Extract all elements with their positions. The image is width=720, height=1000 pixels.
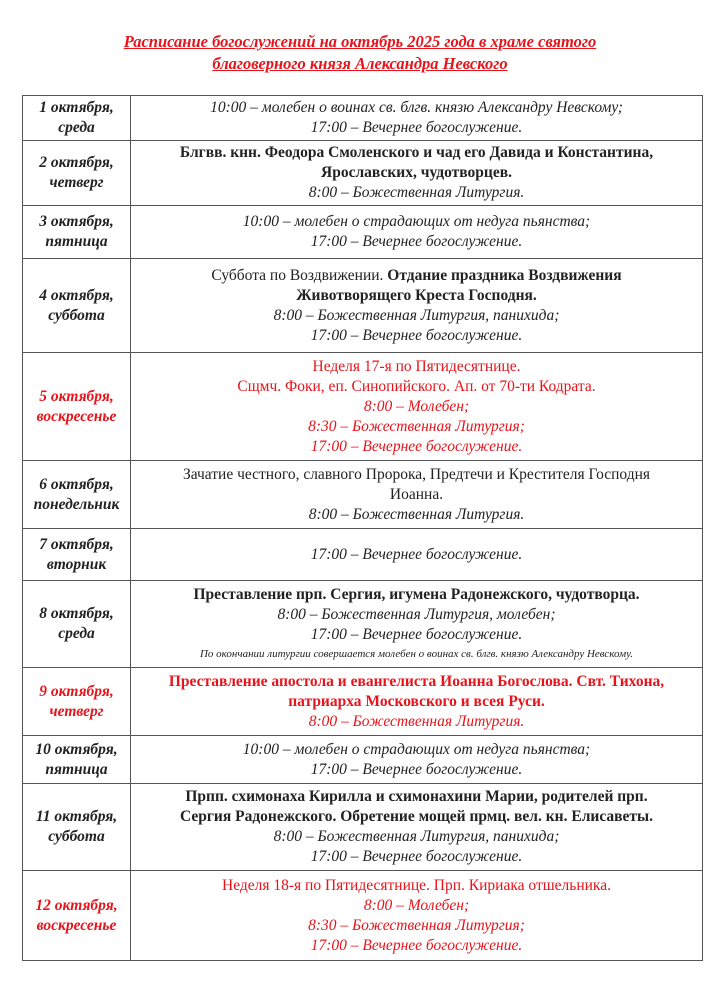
service-line <box>135 625 698 645</box>
service-time: 17:00 – Вечернее богослужение. <box>310 545 523 563</box>
service-line <box>135 605 698 625</box>
services-cell <box>131 461 703 529</box>
service-line <box>135 212 698 232</box>
service-line <box>135 876 698 896</box>
services-cell <box>131 141 703 206</box>
schedule-row <box>23 353 703 461</box>
weekday: четверг <box>49 702 104 720</box>
service-line <box>135 645 698 663</box>
service-line <box>135 692 698 712</box>
schedule-row <box>23 529 703 581</box>
service-time: 8:00 – Молебен; <box>363 397 470 415</box>
service-line <box>135 585 698 605</box>
schedule-row <box>23 461 703 529</box>
service-line <box>135 787 698 807</box>
date: 2 октября, <box>39 154 114 171</box>
weekday: четверг <box>49 174 104 191</box>
services-cell <box>131 668 703 736</box>
service-time: 17:00 – Вечернее богослужение. <box>310 760 523 778</box>
feast-name: патриарха Московского и всея Руси. <box>288 692 545 710</box>
date: 12 октября, <box>35 896 118 914</box>
weekday: среда <box>58 119 95 136</box>
service-line <box>135 232 698 252</box>
date-cell <box>23 206 131 259</box>
services-cell <box>131 529 703 581</box>
date: 8 октября, <box>39 605 114 622</box>
service-time: 10:00 – молебен о воинах св. блгв. князю Александру Невскому; <box>210 99 623 116</box>
feast-name: Блгвв. кнн. Феодора Смоленского и чад его Давида и Константина, <box>179 144 654 161</box>
service-line <box>135 485 698 505</box>
services-cell <box>131 871 703 961</box>
date: 4 октября, <box>39 286 114 304</box>
date: 11 октября, <box>35 808 118 825</box>
date-cell <box>23 96 131 141</box>
service-line <box>135 827 698 847</box>
feast-text: Неделя 18-я по Пятидесятнице. Прп. Кириака отшельника. <box>222 876 611 894</box>
schedule-row <box>23 581 703 668</box>
service-time: 8:00 – Божественная Литургия. <box>308 712 525 730</box>
date-cell <box>23 461 131 529</box>
service-line <box>135 437 698 457</box>
schedule-row <box>23 141 703 206</box>
weekday: воскресенье <box>36 407 117 425</box>
feast-name: Прпп. схимонаха Кирилла и схимонахини Марии, родителей прп. <box>185 788 648 805</box>
note: По окончании литургии совершается молебен о воинах св. блгв. князю Александру Невскому. <box>199 648 634 660</box>
service-line <box>135 740 698 760</box>
service-line <box>135 417 698 437</box>
feast-name: Отдание праздника Воздвижения <box>387 266 622 284</box>
weekday: среда <box>58 625 95 642</box>
schedule-row <box>23 871 703 961</box>
service-time: 10:00 – молебен о страдающих от недуга пьянства; <box>242 740 591 758</box>
service-line <box>135 377 698 397</box>
date: 6 октября, <box>39 475 114 493</box>
service-time: 8:00 – Божественная Литургия. <box>308 184 525 201</box>
schedule-table <box>22 95 703 961</box>
date-cell <box>23 784 131 871</box>
weekday: воскресенье <box>36 916 117 934</box>
document-title <box>0 31 720 75</box>
feast-text: Зачатие честного, славного Пророка, Предтечи и Крестителя Господня <box>182 465 651 483</box>
services-cell <box>131 784 703 871</box>
schedule-row <box>23 96 703 141</box>
service-time: 8:00 – Божественная Литургия, панихида; <box>273 828 560 845</box>
schedule-row <box>23 736 703 784</box>
service-line <box>135 306 698 326</box>
service-line <box>135 712 698 732</box>
date: 10 октября, <box>35 740 118 758</box>
schedule-row <box>23 206 703 259</box>
service-line <box>135 143 698 163</box>
service-time: 8:00 – Божественная Литургия, молебен; <box>277 606 556 623</box>
service-time: 17:00 – Вечернее богослужение. <box>310 626 523 643</box>
service-line <box>135 760 698 780</box>
service-line <box>135 896 698 916</box>
date-cell <box>23 736 131 784</box>
weekday: пятница <box>45 233 108 250</box>
weekday: суббота <box>48 828 105 845</box>
date-cell <box>23 259 131 353</box>
date: 9 октября, <box>39 682 114 700</box>
schedule-row <box>23 784 703 871</box>
service-time: 10:00 – молебен о страдающих от недуга пьянства; <box>242 213 591 230</box>
feast-name: Ярославских, чудотворцев. <box>321 164 512 181</box>
feast-text: Сщмч. Фоки, еп. Синопийского. Ап. от 70-ти Кодрата. <box>237 377 596 395</box>
service-line <box>135 545 698 565</box>
service-line <box>135 807 698 827</box>
title-line-2: благоверного князя Александра Невского <box>212 54 508 73</box>
service-line <box>135 163 698 183</box>
services-cell <box>131 581 703 668</box>
schedule-row <box>23 668 703 736</box>
service-line <box>135 326 698 346</box>
date: 7 октября, <box>39 535 114 553</box>
service-line <box>135 183 698 203</box>
service-time: 17:00 – Вечернее богослужение. <box>310 848 523 865</box>
weekday: суббота <box>48 306 105 324</box>
date-cell <box>23 871 131 961</box>
service-line <box>135 357 698 377</box>
service-time: 8:00 – Божественная Литургия. <box>308 505 525 523</box>
weekday: вторник <box>46 555 107 573</box>
feast-text: Иоанна. <box>389 485 444 503</box>
services-cell <box>131 206 703 259</box>
service-line <box>135 847 698 867</box>
service-time: 8:00 – Божественная Литургия, панихида; <box>273 306 560 324</box>
date-cell <box>23 141 131 206</box>
service-line <box>135 98 698 118</box>
date-cell <box>23 668 131 736</box>
services-cell <box>131 736 703 784</box>
service-time: 17:00 – Вечернее богослужение. <box>310 326 523 344</box>
service-time: 17:00 – Вечернее богослужение. <box>310 437 523 455</box>
feast-name: Преставление апостола и евангелиста Иоанна Богослова. Свт. Тихона, <box>168 672 665 690</box>
schedule-row <box>23 259 703 353</box>
service-line <box>135 465 698 485</box>
service-line <box>135 286 698 306</box>
services-cell <box>131 259 703 353</box>
service-line <box>135 672 698 692</box>
feast-text: Суббота по Воздвижении. <box>211 266 388 284</box>
feast-name: Сергия Радонежского. Обретение мощей прмц. вел. кн. Елисаветы. <box>180 808 653 825</box>
feast-text: Неделя 17-я по Пятидесятнице. <box>312 357 521 375</box>
service-time: 8:00 – Молебен; <box>363 896 470 914</box>
service-line <box>135 266 698 286</box>
date-cell <box>23 529 131 581</box>
date: 3 октября, <box>39 213 114 230</box>
date: 5 октября, <box>39 387 114 405</box>
service-time: 17:00 – Вечернее богослужение. <box>310 119 523 136</box>
service-line <box>135 397 698 417</box>
services-cell <box>131 96 703 141</box>
service-time: 8:30 – Божественная Литургия; <box>308 417 525 435</box>
weekday: понедельник <box>33 495 120 513</box>
service-line <box>135 936 698 956</box>
services-cell <box>131 353 703 461</box>
service-time: 8:30 – Божественная Литургия; <box>308 916 525 934</box>
feast-name: Животворящего Креста Господня. <box>296 286 537 304</box>
date-cell <box>23 581 131 668</box>
title-line-1: Расписание богослужений на октябрь 2025 года в храме святого <box>123 32 597 51</box>
service-time: 17:00 – Вечернее богослужение. <box>310 233 523 250</box>
service-line <box>135 118 698 138</box>
feast-name: Преставление прп. Сергия, игумена Радонежского, чудотворца. <box>193 586 640 603</box>
service-line <box>135 916 698 936</box>
date-cell <box>23 353 131 461</box>
weekday: пятница <box>45 760 108 778</box>
service-time: 17:00 – Вечернее богослужение. <box>310 936 523 954</box>
date: 1 октября, <box>39 99 114 116</box>
service-line <box>135 505 698 525</box>
